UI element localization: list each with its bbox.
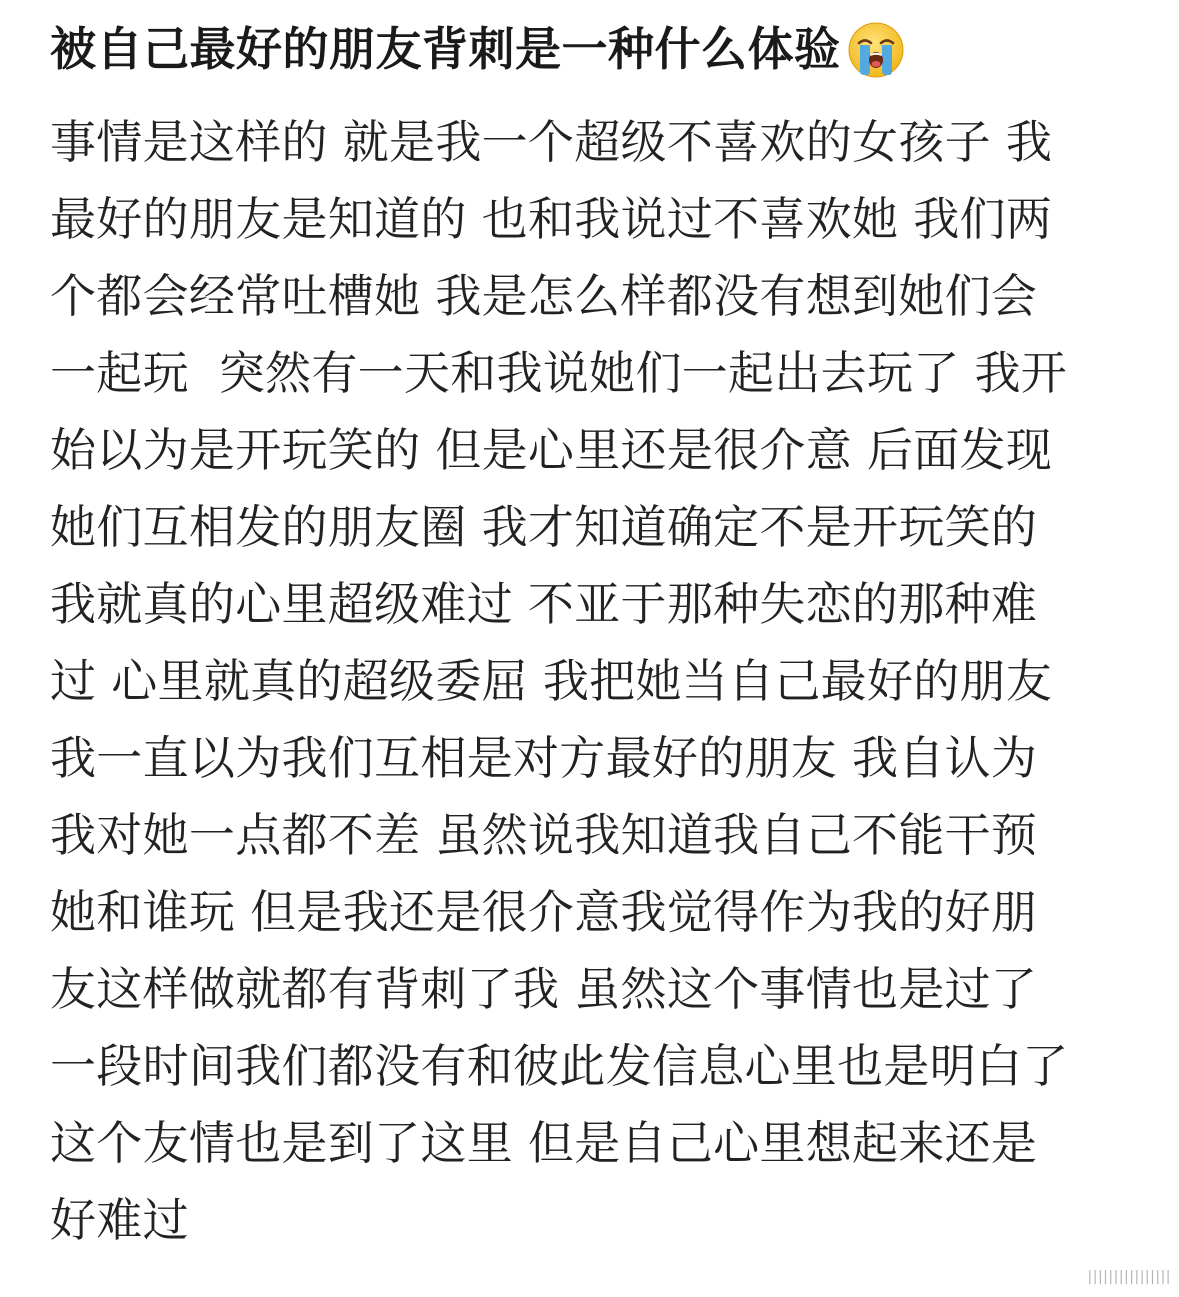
loudly-crying-face-icon	[847, 21, 905, 79]
post-body-line: 友这样做就都有背刺了我 虽然这个事情也是过了	[50, 962, 1038, 1016]
post-body-line: 个都会经常吐槽她 我是怎么样都没有想到她们会	[50, 269, 1038, 323]
post-body-line: 一起玩 突然有一天和我说她们一起出去玩了 我开	[50, 346, 1068, 400]
post-body-line: 事情是这样的 就是我一个超级不喜欢的女孩子 我	[50, 115, 1053, 169]
post-body-line: 她和谁玩 但是我还是很介意我觉得作为我的好朋	[50, 885, 1038, 939]
post-body-line: 这个友情也是到了这里 但是自己心里想起来还是	[50, 1116, 1038, 1170]
post-body-line: 最好的朋友是知道的 也和我说过不喜欢她 我们两	[50, 192, 1053, 246]
post-body	[50, 104, 1140, 1259]
post-body-line: 过 心里就真的超级委屈 我把她当自己最好的朋友	[50, 654, 1053, 708]
post-body-line: 她们互相发的朋友圈 我才知道确定不是开玩笑的	[50, 500, 1038, 554]
post-title: 被自己最好的朋友背刺是一种什么体验	[50, 22, 841, 76]
post-title-row	[50, 14, 905, 84]
post-body-line: 我一直以为我们互相是对方最好的朋友 我自认为	[50, 731, 1038, 785]
post-body-line: 我对她一点都不差 虽然说我知道我自己不能干预	[50, 808, 1038, 862]
post-body-line: 好难过	[50, 1193, 189, 1247]
post-body-line: 我就真的心里超级难过 不亚于那种失恋的那种难	[50, 577, 1038, 631]
post-body-line: 一段时间我们都没有和彼此发信息心里也是明白了	[50, 1039, 1069, 1093]
watermark: ||||||||||||||||	[1087, 1269, 1171, 1285]
post-body-line: 始以为是开玩笑的 但是心里还是很介意 后面发现	[50, 423, 1053, 477]
